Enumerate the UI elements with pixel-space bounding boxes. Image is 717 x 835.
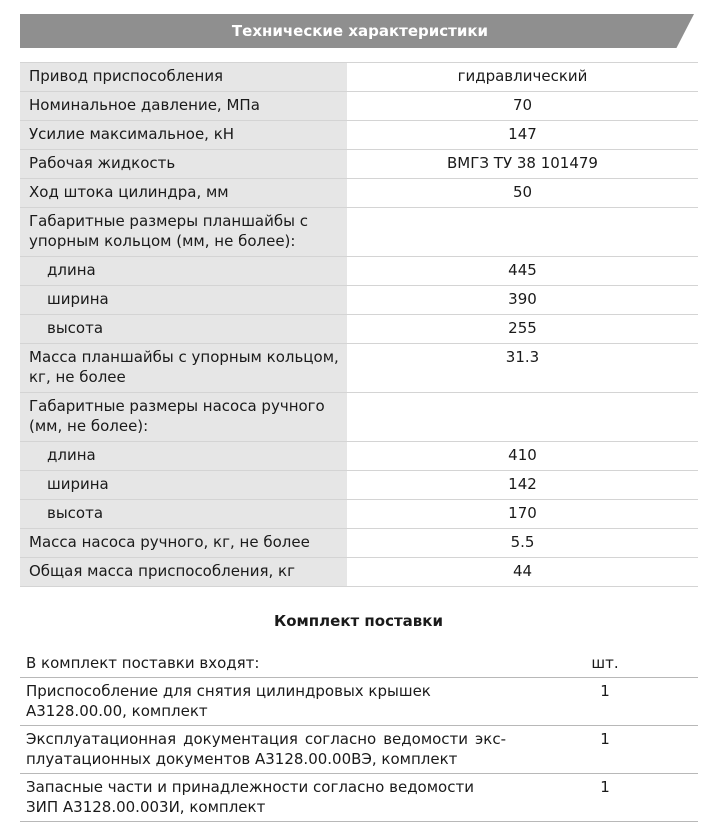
spec-value: 31.3 bbox=[347, 344, 698, 393]
spec-name: Усилие максимальное, кН bbox=[20, 121, 347, 150]
spec-name: Номинальное давление, МПа bbox=[20, 92, 347, 121]
kit-header-desc: В комплект поставки входят: bbox=[20, 650, 512, 678]
kit-item-desc: Запасные части и принадлежности согласно ведомости ЗИП А3128.00.003И, комплект bbox=[20, 774, 512, 822]
spec-name: ширина bbox=[20, 286, 347, 315]
kit-item-qty: 1 bbox=[512, 678, 698, 726]
spec-name: длина bbox=[20, 257, 347, 286]
spec-name: Габаритные размеры планшайбы с упорным кольцом (мм, не более): bbox=[20, 208, 347, 257]
spec-name: Ход штока цилиндра, мм bbox=[20, 179, 347, 208]
spec-value: 50 bbox=[347, 179, 698, 208]
table-row bbox=[20, 121, 698, 150]
spec-name: Масса планшайбы с упорным кольцом, кг, не более bbox=[20, 344, 347, 393]
table-row bbox=[20, 558, 698, 587]
spec-value: ВМГЗ ТУ 38 101479 bbox=[347, 150, 698, 179]
table-row bbox=[20, 471, 698, 500]
spec-value: 147 bbox=[347, 121, 698, 150]
table-row bbox=[20, 208, 698, 257]
table-row bbox=[20, 678, 698, 726]
spec-value: 44 bbox=[347, 558, 698, 587]
table-row bbox=[20, 529, 698, 558]
spec-value: 390 bbox=[347, 286, 698, 315]
spec-name: Габаритные размеры насоса ручного (мм, не более): bbox=[20, 393, 347, 442]
table-header-row bbox=[20, 650, 698, 678]
table-row bbox=[20, 500, 698, 529]
table-row bbox=[20, 63, 698, 92]
table-row bbox=[20, 92, 698, 121]
kit-table bbox=[20, 650, 698, 822]
spec-name: Масса насоса ручного, кг, не более bbox=[20, 529, 347, 558]
spec-name: длина bbox=[20, 442, 347, 471]
section-title-kit: Комплект поставки bbox=[273, 612, 443, 630]
spec-value: 70 bbox=[347, 92, 698, 121]
specs-table bbox=[20, 62, 698, 587]
spec-value bbox=[347, 208, 698, 257]
spec-value: 445 bbox=[347, 257, 698, 286]
table-row bbox=[20, 150, 698, 179]
section-title-specs: Технические характеристики bbox=[231, 22, 489, 40]
table-row bbox=[20, 726, 698, 774]
spec-value: гидравлический bbox=[347, 63, 698, 92]
kit-item-qty: 1 bbox=[512, 774, 698, 822]
spec-name: высота bbox=[20, 315, 347, 344]
spec-name: ширина bbox=[20, 471, 347, 500]
spec-value: 5.5 bbox=[347, 529, 698, 558]
spec-name: Рабочая жидкость bbox=[20, 150, 347, 179]
table-row bbox=[20, 257, 698, 286]
kit-item-desc: Приспособление для снятия цилиндровых крышек А3128.00.00, комплект bbox=[20, 678, 512, 726]
spec-name: Общая масса приспособления, кг bbox=[20, 558, 347, 587]
table-row bbox=[20, 774, 698, 822]
table-row bbox=[20, 344, 698, 393]
spec-value: 142 bbox=[347, 471, 698, 500]
kit-item-desc: Эксплуатационная документация согласно ведомости экс-плуатационных документов А3128.00.00ВЭ, комплект bbox=[20, 726, 512, 774]
spec-value: 255 bbox=[347, 315, 698, 344]
spec-name: Привод приспособления bbox=[20, 63, 347, 92]
spec-value bbox=[347, 393, 698, 442]
table-row bbox=[20, 179, 698, 208]
kit-header-qty: шт. bbox=[512, 650, 698, 678]
spec-value: 170 bbox=[347, 500, 698, 529]
table-row bbox=[20, 442, 698, 471]
table-row bbox=[20, 286, 698, 315]
kit-item-qty: 1 bbox=[512, 726, 698, 774]
spec-name: высота bbox=[20, 500, 347, 529]
table-row bbox=[20, 393, 698, 442]
table-row bbox=[20, 315, 698, 344]
spec-value: 410 bbox=[347, 442, 698, 471]
